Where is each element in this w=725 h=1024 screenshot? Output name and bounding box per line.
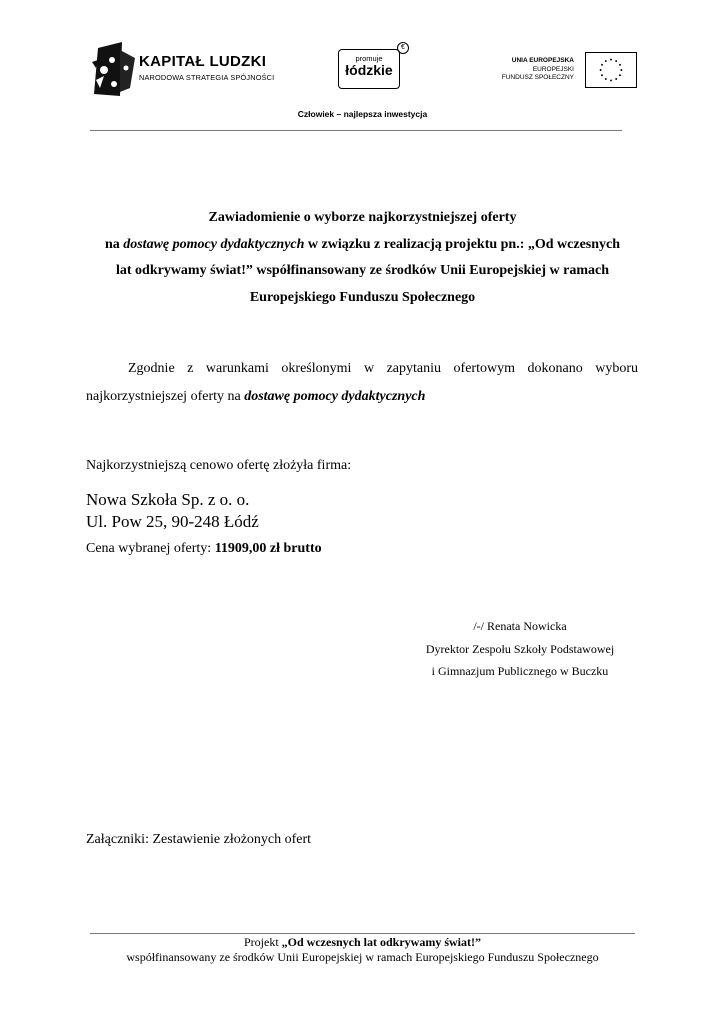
firm-intro: Najkorzystniejszą cenowo ofertę złożyła firma: xyxy=(86,458,352,473)
signature-name: /-/ Renata Nowicka xyxy=(473,619,567,633)
footer xyxy=(0,935,725,965)
paragraph-subject: dostawę pomocy dydaktycznych xyxy=(244,389,426,404)
document-title xyxy=(70,205,655,312)
footer-project-name: „Od wczesnych lat odkrywamy świat!” xyxy=(281,935,481,949)
lodzkie-logo xyxy=(338,49,400,89)
paragraph-line-2: najkorzystniejszej oferty na dostawę pomocy dydaktycznych xyxy=(86,389,426,404)
title-subject: dostawę pomocy dydaktycznych xyxy=(123,236,305,252)
paragraph-line-1: Zgodnie z warunkami określonymi w zapytaniu ofertowym dokonano wyboru xyxy=(128,361,638,376)
eu-fund-text xyxy=(488,57,574,83)
offer-price xyxy=(86,541,322,557)
kapital-ludzki-subtitle: NARODOWA STRATEGIA SPÓJNOŚCI xyxy=(139,73,275,82)
firm-name: Nowa Szkoła Sp. z o. o. xyxy=(86,490,250,509)
eu-line1: UNIA EUROPEJSKA xyxy=(511,57,574,64)
price-label: Cena wybranej oferty: xyxy=(86,541,215,556)
title-line-2: na dostawę pomocy dydaktycznych w związku z realizacją projektu pn.: „Od wczesnych xyxy=(104,236,621,252)
footer-line-2: współfinansowany ze środków Unii Europejskiej w ramach Europejskiego Funduszu Społecznego xyxy=(126,950,599,964)
signature-block xyxy=(380,615,660,683)
lodzkie-top-label: promuje xyxy=(355,54,383,63)
title-line-1: Zawiadomienie o wyborze najkorzystniejszej oferty xyxy=(208,210,517,225)
header-divider xyxy=(90,130,622,131)
price-value: 11909,00 zł brutto xyxy=(214,541,322,556)
signature-title-2: i Gimnazjum Publicznego w Buczku xyxy=(431,664,609,678)
title-line-4: Europejskiego Funduszu Społecznego xyxy=(249,290,476,306)
kapital-ludzki-logo-icon xyxy=(90,40,270,102)
winning-firm xyxy=(86,489,259,533)
title-line-3: lat odkrywamy świat!” współfinansowany ze środków Unii Europejskiej w ramach xyxy=(115,263,609,279)
eu-line2: EUROPEJSKI xyxy=(532,65,574,73)
signature-title-1: Dyrektor Zespołu Szkoły Podstawowej xyxy=(425,641,615,656)
eu-line3: FUNDUSZ SPOŁECZNY xyxy=(501,74,574,81)
footer-divider xyxy=(90,933,635,934)
eu-flag-icon xyxy=(585,52,637,88)
lodzkie-main-label: łódzkie xyxy=(345,62,393,78)
firm-address: Ul. Pow 25, 90-248 Łódź xyxy=(86,512,259,531)
decision-paragraph xyxy=(86,355,638,411)
motto: Człowiek – najlepsza inwestycja xyxy=(297,109,428,119)
euro-mark-icon: € xyxy=(397,42,409,54)
attachments-note: Załączniki: Zestawienie złożonych ofert xyxy=(86,832,312,847)
footer-line-1: Projekt „Od wczesnych lat odkrywamy świat!” xyxy=(244,935,481,949)
kapital-ludzki-title: KAPITAŁ LUDZKI xyxy=(139,53,267,70)
